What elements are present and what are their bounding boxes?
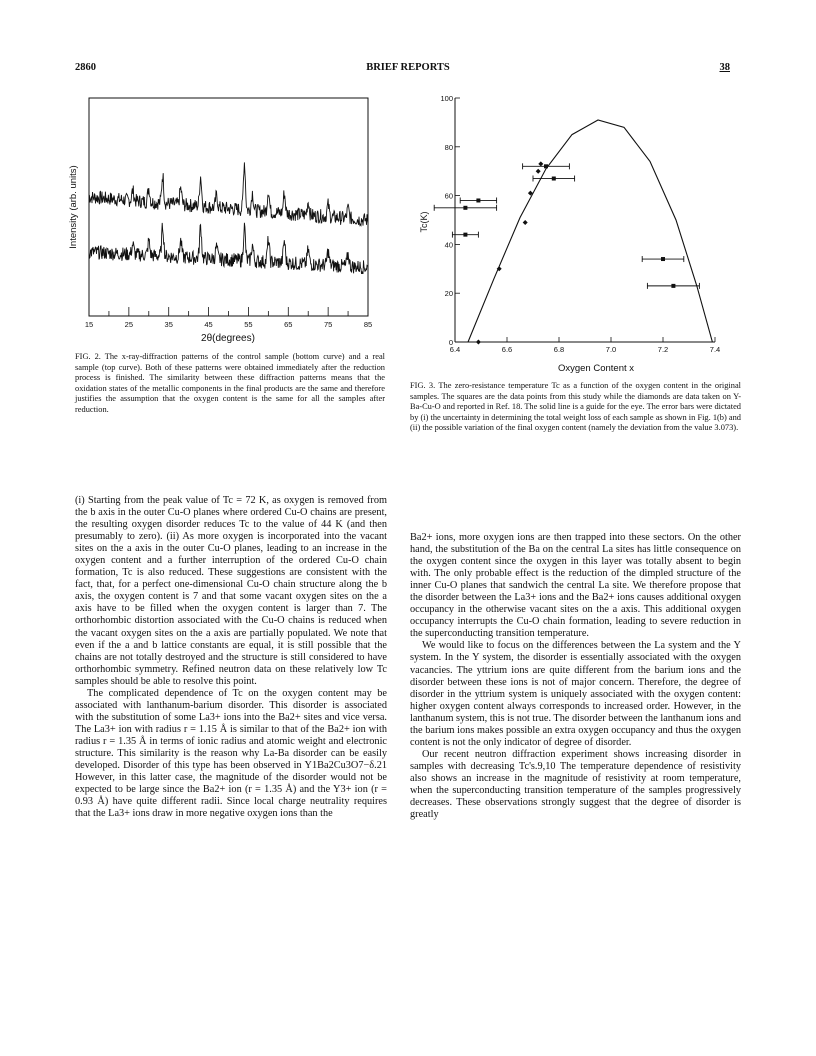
x-tick-label: 35 [164, 320, 173, 329]
x-tick-label: 6.6 [501, 345, 513, 354]
right-column [410, 532, 741, 821]
paragraph: Ba2+ ions, more oxygen ions are then trapped into these sectors. On the other hand, the substitution of the Ba on the central La sites has little consequence on the oxygen content since the oxygen in this layer was totally absent to begin with. The only probable effect is the reduction of the dimpled structure of the inner Cu-O planes that sandwich the central La site. We therefore propose that the disorder between the La3+ ions and the Ba2+ ions causes additional oxygen occupancy in the otherwise vacant sites on the a axis. This additional oxygen occupancy interrupts the Cu-O chain formation, leading to severe reduction in the superconducting transition temperature. [410, 532, 741, 640]
square-data-point [544, 164, 548, 168]
figure-2 [62, 92, 382, 347]
x-tick-label: 45 [204, 320, 213, 329]
y-axis-label: Intensity (arb. units) [68, 165, 79, 249]
square-data-point [552, 177, 556, 181]
x-tick-label: 75 [323, 320, 333, 329]
x-tick-label: 6.4 [449, 345, 461, 354]
left-column [75, 495, 387, 820]
x-tick-label: 7.0 [605, 345, 617, 354]
journal-section-title: BRIEF REPORTS [366, 62, 450, 73]
x-tick-label: 25 [124, 320, 134, 329]
x-tick-label: 15 [84, 320, 94, 329]
y-tick-label: 80 [444, 142, 453, 152]
diamond-data-point [536, 169, 541, 174]
paragraph: We would like to focus on the differences between the La system and the Y system. In the Y system, the disorder is essentially associated with the oxygen vacancies. The yttrium ions are quite different from the barium ions and the disorder between these ions is not of major concern. Therefore, the degree of disorder in the yttrium system is uniquely associated with the oxygen content: higher oxygen content always corresponds to increased order. However, in the lanthanum system, this is not true. The disorder between the lanthanum ions and the barium ions makes possible an extra oxygen occupancy and thus the oxygen content is not the only indicator of degree of disorder. [410, 640, 741, 748]
fig2-caption: FIG. 2. The x-ray-diffraction patterns of the control sample (bottom curve) and a real sample (top curve). Both of these patterns were obtained immediately after the reduction process is finished. The similarity between these diffraction patterns means that the oxidation states of the metallic components in the final products are the same and therefore justifies the assumption that the oxygen content is the same for all the samples after reduction. [75, 352, 385, 414]
y-tick-label: 100 [440, 94, 453, 103]
x-tick-label: 85 [363, 320, 373, 329]
square-data-point [671, 284, 675, 288]
square-data-point [661, 257, 665, 261]
y-axis-label: Tc(K) [419, 211, 429, 233]
xrd-top-curve [89, 162, 368, 225]
x-axis-label: 2θ(degrees) [201, 333, 255, 344]
diamond-data-point [523, 220, 528, 225]
xrd-chart [62, 92, 382, 347]
x-tick-label: 65 [284, 320, 293, 329]
guide-curve [468, 120, 712, 342]
page-number: 2860 [75, 62, 96, 73]
square-data-point [463, 206, 467, 210]
xrd-bottom-curve [89, 223, 368, 274]
diamond-data-point [476, 340, 481, 345]
paragraph: (i) Starting from the peak value of Tc = 72 K, as oxygen is removed from the b axis in the outer Cu-O planes where ordered Cu-O chains are present, the resulting oxygen disorder reduces Tc to the value of 44 K (and then presumably to zero). (ii) As more oxygen is incorporated into the vacant sites on the a axis in the outer Cu-O planes, leading to an increase in the oxygen content and a further interruption of the ordered Cu-O chain formation, Tc is also reduced. These suggestions are consistent with the fact, that, for a perfect one-dimensional Cu-O chain structure along the b axis, the oxygen content is 7 and that some vacant oxygen sites on the a axis have to be filled when the oxygen content is larger than 7. The orthorhombic distortion associated with the Cu-O chains is reduced when the vacant oxygen sites on the a axis are partially populated. We note that even if the a and b lattice constants are equal, it is still possible that the chains are not totally destroyed and the structure is still considered to have orthorhombic symmetry. Refined neutron data on these relatively low Tc samples should be able to resolve this point. [75, 495, 387, 687]
y-tick-label: 0 [448, 338, 453, 347]
diamond-data-point [538, 161, 543, 166]
fig3-caption: FIG. 3. The zero-resistance temperature Tc as a function of the oxygen content in the original samples. The squares are the data points from this study while the diamonds are data taken on Y-Ba-Cu-O and reported in Ref. 18. The solid line is a guide for the eye. The error bars were dictated by (i) the uncertainty in determining the total weight loss of each sample as shown in Fig. 1(b) and (ii) the possible variation of the final oxygen content (namely the deviation from the value 3.073). [410, 381, 741, 433]
square-data-point [463, 233, 467, 237]
paragraph: The complicated dependence of Tc on the oxygen content may be associated with lanthanum-barium disorder. This disorder is associated with the substitution of some La3+ ions into the Ba2+ sites and vice versa. The La3+ ion with radius r = 1.15 Å is similar to that of the Ba2+ ion with radius r = 1.35 Å in terms of ionic radius and atomic weight and electronic structure. This similarity is the reason why La-Ba disorder can be easily developed. Disorder of this type has been observed in Y1Ba2Cu3O7−δ.21 However, in this latter case, the magnitude of the disorder would not be expected to be large since the Ba2+ ion (r = 1.35 Å) and the Y3+ ion (r = 0.93 Å) have quite different radii. Since local charge neutrality requires that the La3+ ions draw in more negative oxygen ions than the [75, 687, 387, 820]
volume-number: 38 [719, 62, 730, 73]
y-tick-label: 20 [444, 289, 453, 299]
x-tick-label: 7.2 [657, 345, 669, 354]
y-tick-label: 40 [444, 240, 453, 250]
x-tick-label: 6.8 [553, 345, 565, 354]
x-tick-label: 7.4 [709, 345, 721, 354]
tc-vs-oxygen-chart [410, 92, 745, 377]
x-axis-label: Oxygen Content x [557, 363, 635, 374]
figure-3 [410, 92, 745, 377]
square-data-point [476, 198, 480, 202]
y-tick-label: 60 [444, 191, 453, 201]
plot-frame [89, 98, 368, 316]
paragraph: Our recent neutron diffraction experiment shows increasing disorder in samples with decreasing Tc's.9,10 The temperature dependence of resistivity also shows an increase in the magnitude of resistivity at room temperature, when the superconducting transition temperature of the samples progressively decreases. These observations strongly suggest that the degree of disorder is greatly [410, 748, 741, 821]
x-tick-label: 55 [244, 320, 253, 329]
